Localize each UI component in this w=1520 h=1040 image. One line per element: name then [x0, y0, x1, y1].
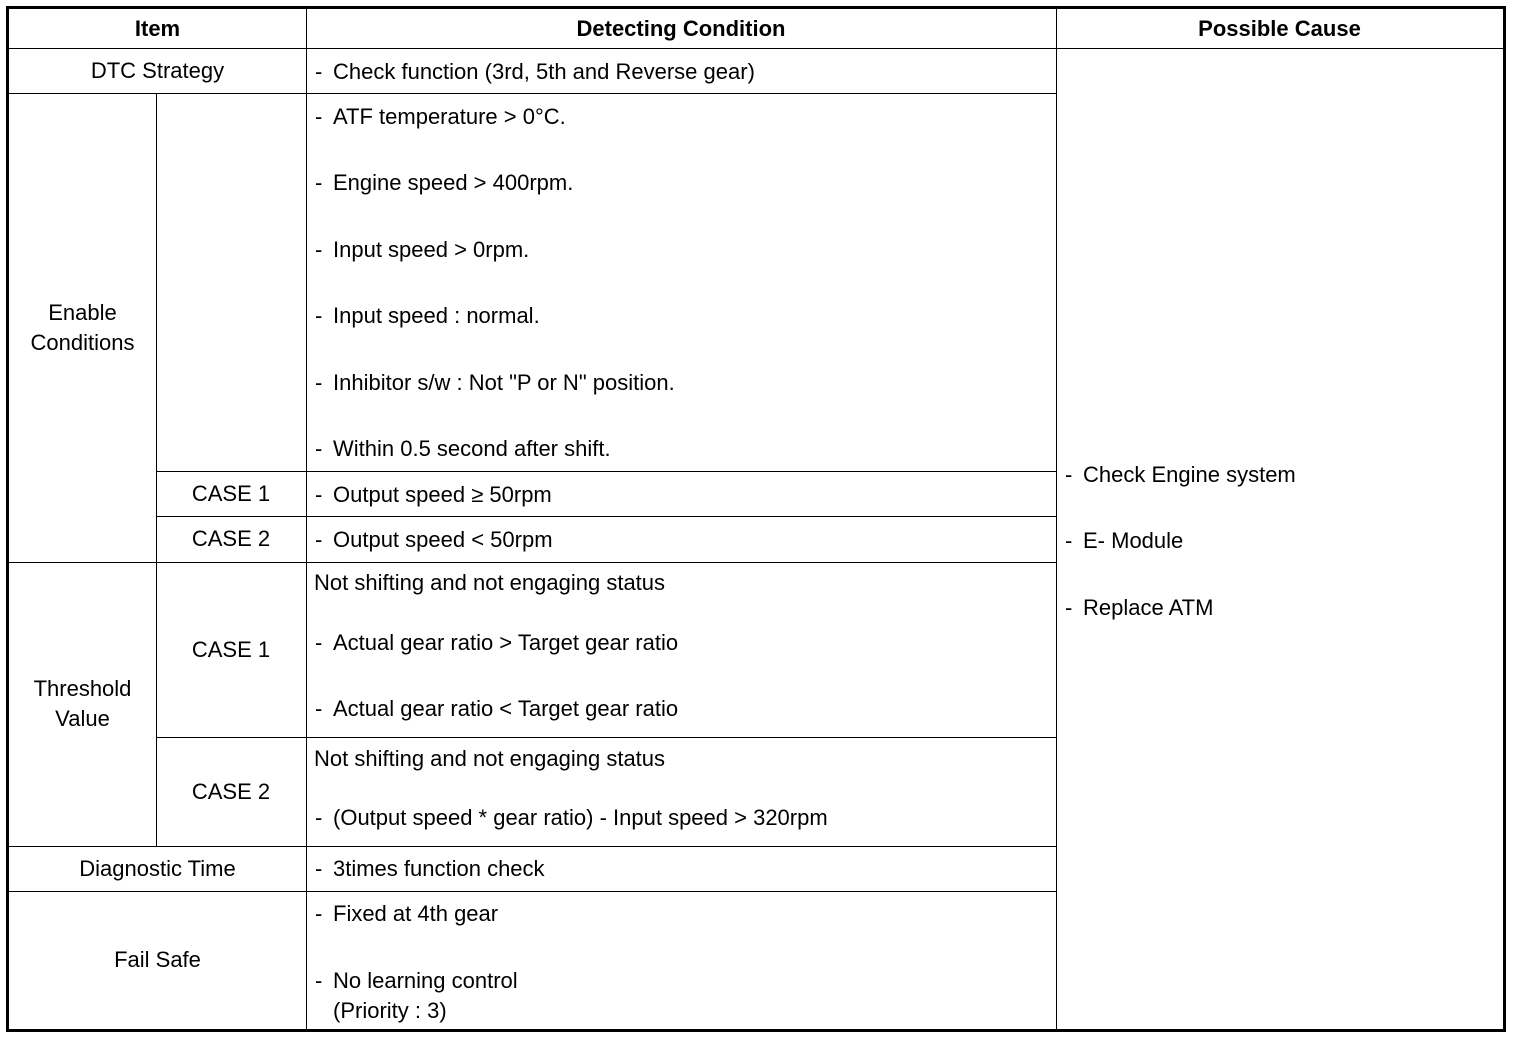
item-fail-safe: Fail Safe	[114, 947, 201, 972]
col-divider-item-detect	[306, 9, 307, 1029]
cond-enable-engine: - Engine speed > 400rpm.	[315, 170, 574, 195]
cond-enable-inhibitor: - Inhibitor s/w : Not "P or N" position.	[315, 370, 675, 395]
item-enable-conditions	[9, 93, 156, 562]
cond-threshold-case2: - (Output speed * gear ratio) - Input speed > 320rpm	[315, 805, 828, 830]
item-enable-case1: CASE 1	[191, 480, 271, 506]
col-divider-detect-cause	[1056, 9, 1057, 1029]
item-enable-line2: Conditions	[30, 329, 135, 355]
header-detecting-condition: Detecting Condition	[576, 15, 786, 41]
cond-fail-safe-priority: (Priority : 3)	[333, 998, 447, 1023]
cond-fail-safe-learning: - No learning control	[315, 968, 518, 993]
cond-enable-input-normal: - Input speed : normal.	[315, 303, 540, 328]
cond-enable-case2: - Output speed < 50rpm	[315, 527, 553, 552]
header-item: Item	[134, 15, 181, 41]
item-diagnostic-time: Diagnostic Time	[79, 855, 236, 881]
cond-enable-within: - Within 0.5 second after shift.	[315, 436, 611, 461]
header-possible-cause: Possible Cause	[1198, 15, 1361, 41]
item-threshold-value	[9, 562, 156, 846]
item-enable-case2: CASE 2	[191, 526, 271, 551]
cond-dtc-strategy: - Check function (3rd, 5th and Reverse gear)	[315, 59, 755, 84]
cond-threshold-case1-greater: - Actual gear ratio > Target gear ratio	[315, 630, 679, 655]
item-dtc-strategy: DTC Strategy	[90, 57, 225, 83]
cond-enable-atf: - ATF temperature > 0°C.	[315, 104, 566, 129]
cond-threshold-case1-less: - Actual gear ratio < Target gear ratio	[315, 696, 679, 721]
cond-threshold-case1-head: Not shifting and not engaging status	[314, 570, 666, 595]
cond-diagnostic-time: - 3times function check	[315, 856, 545, 881]
item-enable-line1: Enable	[48, 299, 117, 325]
item-threshold-line2: Value	[55, 706, 110, 731]
item-threshold-case2: CASE 2	[191, 778, 271, 804]
item-threshold-line1: Threshold	[33, 676, 132, 701]
dtc-table	[6, 6, 1506, 1032]
cause-replace-atm: - Replace ATM	[1065, 595, 1214, 620]
cause-e-module: - E- Module	[1065, 528, 1184, 553]
cause-check-engine: - Check Engine system	[1065, 462, 1296, 487]
row-divider-dtc	[9, 93, 1056, 94]
cond-fail-safe-fixed: - Fixed at 4th gear	[315, 901, 499, 926]
cond-enable-input-speed: - Input speed > 0rpm.	[315, 237, 530, 262]
cond-enable-case1: - Output speed ≥ 50rpm	[315, 482, 552, 507]
cond-threshold-case2-head: Not shifting and not engaging status	[314, 746, 666, 771]
item-threshold-case1: CASE 1	[191, 636, 271, 662]
